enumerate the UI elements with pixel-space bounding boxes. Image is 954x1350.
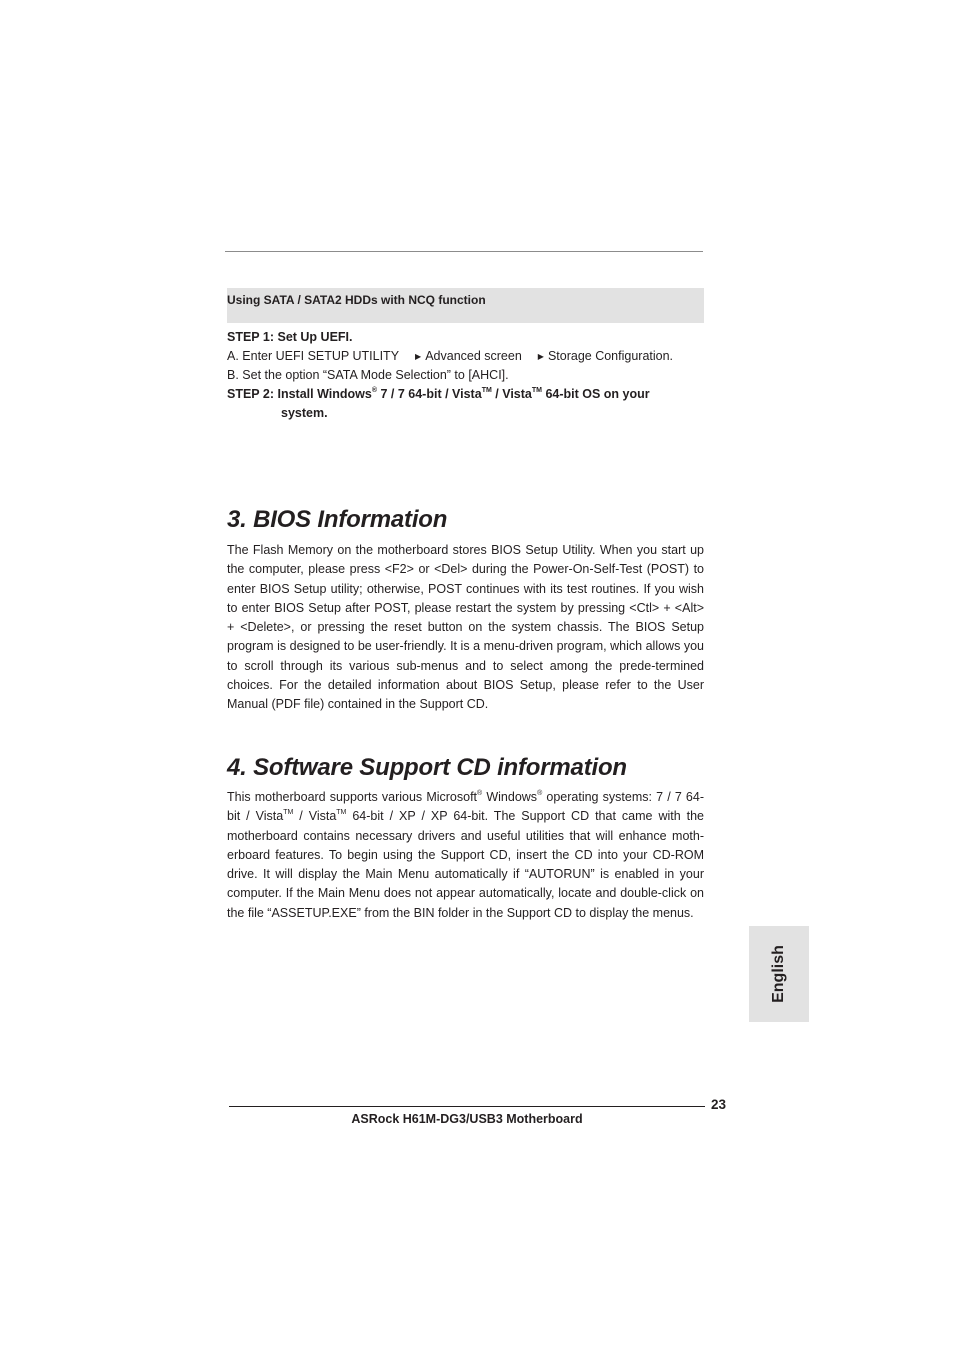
step1-b-line: B. Set the option “SATA Mode Selection” to [AHCI]. xyxy=(227,368,509,382)
step2-continuation: system. xyxy=(281,406,328,420)
footer-product-name: ASRock H61M-DG3/USB3 Motherboard xyxy=(351,1112,583,1126)
trademark-mark: TM xyxy=(283,809,294,817)
trademark-mark: TM xyxy=(531,387,542,394)
trademark-mark: TM xyxy=(336,809,347,817)
step2-heading xyxy=(227,387,650,402)
software-section-body: This motherboard supports various Microsoft® Windows® operating systems: 7 / 7 64-bit / Vista™ / Vista™ 64-bit / XP / XP 64-bit. The Support CD that came with the motherboard contains necessary drivers and useful utilities that will enhance moth-erboard features. To begin using the Support CD, insert the CD into your CD-ROM drive. It will display the Main Menu automatically if “AUTORUN” is enabled in your computer. If the Main Menu does not appear automatically, locate and double-click on the file “ASSETUP.EXE” from the BIN folder in the Support CD to display the menus. xyxy=(227,790,705,920)
step1-heading: STEP 1: Set Up UEFI. xyxy=(227,330,353,344)
step2-text-2: 7 / 7 64-bit / Vista xyxy=(377,387,482,401)
language-tab-label: English xyxy=(770,945,787,1003)
top-divider xyxy=(225,251,703,252)
step2-text-1: STEP 2: Install Windows xyxy=(227,387,372,401)
registered-mark: ® xyxy=(371,387,377,394)
language-tab xyxy=(749,926,809,1022)
step1-a-part3: Storage Configuration. xyxy=(547,349,674,363)
step1-a-part2: Advanced screen xyxy=(425,349,522,363)
registered-mark: ® xyxy=(477,790,483,797)
page-number: 23 xyxy=(711,1097,727,1112)
step1-a-line xyxy=(227,349,673,364)
ncq-section-title: Using SATA / SATA2 HDDs with NCQ function xyxy=(227,293,486,307)
bios-section-heading: 3. BIOS Information xyxy=(227,506,448,533)
step2-text-3: / Vista xyxy=(491,387,532,401)
step2-text-4: 64-bit OS on your xyxy=(541,387,650,401)
arrow-right-icon: ▶ xyxy=(537,352,544,361)
step1-a-part1: A. Enter UEFI SETUP UTILITY xyxy=(227,349,400,363)
footer-divider xyxy=(229,1106,705,1107)
software-section-heading: 4. Software Support CD information xyxy=(227,754,627,781)
trademark-mark: TM xyxy=(481,387,492,394)
arrow-right-icon: ▶ xyxy=(415,352,422,361)
bios-section-body: The Flash Memory on the motherboard stores BIOS Setup Utility. When you start up the computer, please press <F2> or <Del> during the Power-On-Self-Test (POST) to enter BIOS Setup utility; otherwise, POST continues with its test routines. If you wish to enter BIOS Setup after POST, please restart the system by pressing <Ctl> + <Alt> + <Delete>, or pressing the reset button on the system chassis. The BIOS Setup program is designed to be user-friendly. It is a menu-driven program, which allows you to scroll through its various sub-menus and to select among the prede-termined choices. For the detailed information about BIOS Setup, please refer to the User Manual (PDF file) contained in the Support CD. xyxy=(227,543,704,712)
registered-mark: ® xyxy=(537,790,543,797)
